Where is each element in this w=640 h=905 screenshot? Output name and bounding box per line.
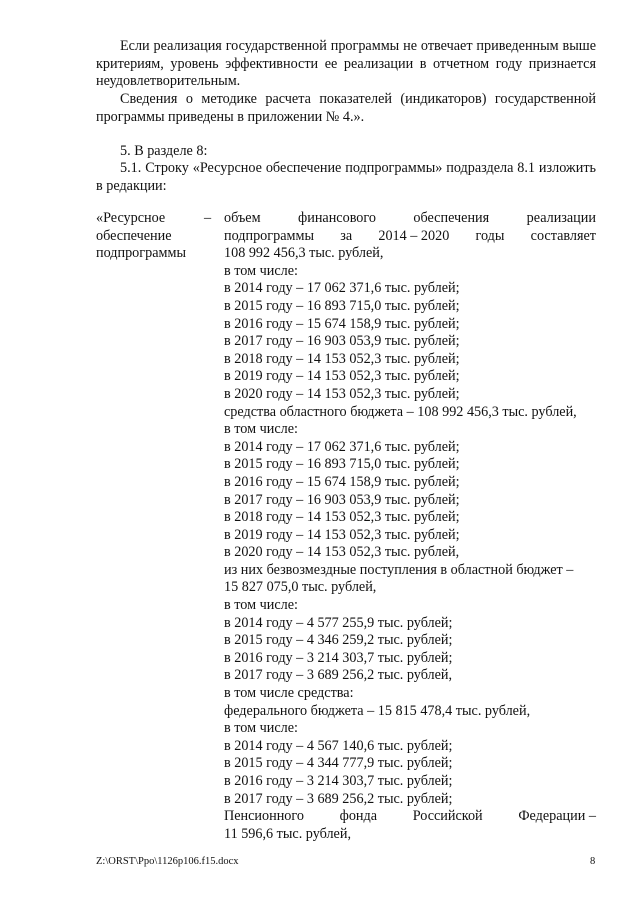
content-line: в 2014 году – 4 567 140,6 тыс. рублей; [224, 737, 453, 754]
content-line: в 2020 году – 14 153 052,3 тыс. рублей, [224, 544, 460, 561]
content-line: в том числе: [224, 597, 298, 614]
content-line: 11 596,6 тыс. рублей, [224, 825, 351, 842]
justified-line [224, 808, 596, 826]
resource-content [224, 210, 596, 843]
line-word: 2014 – 2020 [378, 227, 450, 244]
line-word: подпрограммы [224, 227, 314, 244]
content-line: в 2017 году – 16 903 053,9 тыс. рублей; [224, 491, 460, 508]
resource-label-line: обеспечение [96, 227, 172, 244]
line-word: обеспечения [413, 210, 490, 226]
line-word: фонда [339, 808, 378, 825]
content-line: в 2017 году – 16 903 053,9 тыс. рублей; [224, 333, 460, 350]
content-line: в 2014 году – 17 062 371,6 тыс. рублей; [224, 280, 460, 297]
content-line: в 2019 году – 14 153 052,3 тыс. рублей; [224, 526, 460, 543]
content-line: федерального бюджета – 15 815 478,4 тыс. рублей, [224, 702, 531, 719]
content-line: в 2015 году – 16 893 715,0 тыс. рублей; [224, 297, 460, 314]
justified-line [224, 210, 596, 228]
line-word: составляет [530, 227, 596, 244]
resource-label-line: «Ресурсное [96, 210, 166, 226]
justified-line [224, 228, 596, 246]
line-word: объем [224, 210, 261, 226]
content-line: в 2017 году – 3 689 256,2 тыс. рублей; [224, 790, 453, 807]
content-line: из них безвозмездные поступления в областной бюджет – [224, 561, 574, 578]
content-line: в 2020 году – 14 153 052,3 тыс. рублей; [224, 385, 460, 402]
content-line: в том числе: [224, 421, 298, 438]
content-line: в 2016 году – 15 674 158,9 тыс. рублей; [224, 315, 460, 332]
content-line: в 2016 году – 3 214 303,7 тыс. рублей; [224, 649, 453, 666]
label-dash: – [204, 210, 212, 226]
content-line: в 2014 году – 17 062 371,6 тыс. рублей; [224, 438, 460, 455]
resource-label [96, 210, 214, 263]
section-item: 5.1. Строку «Ресурсное обеспечение подпрограммы» подраздела 8.1 изложить в редакции: [96, 160, 596, 194]
line-word: финансового [298, 210, 376, 226]
line-word: Российской [412, 808, 483, 825]
content-line: в 2019 году – 14 153 052,3 тыс. рублей; [224, 368, 460, 385]
section-heading: 5. В разделе 8: [120, 143, 208, 159]
criteria-paragraph: Если реализация государственной программы не отвечает приведенным выше критериям, уровень эффективности ее реализации в отчетном году признается неудовлетворительным. [96, 38, 596, 90]
content-line: в 2017 году – 3 689 256,2 тыс. рублей, [224, 667, 453, 684]
content-line: 15 827 075,0 тыс. рублей, [224, 579, 377, 596]
content-line: в 2018 году – 14 153 052,3 тыс. рублей; [224, 509, 460, 526]
footer-file-path: Z:\ORST\Ppo\1126p106.f15.docx [96, 856, 239, 867]
content-line: в том числе средства: [224, 685, 354, 702]
page-number: 8 [590, 856, 596, 867]
content-line: в 2016 году – 3 214 303,7 тыс. рублей; [224, 773, 453, 789]
content-line: в 2014 году – 4 577 255,9 тыс. рублей; [224, 614, 453, 631]
content-line: в 2018 году – 14 153 052,3 тыс. рублей; [224, 350, 460, 367]
line-word: Федерации – [518, 808, 596, 825]
content-line: 108 992 456,3 тыс. рублей, [224, 245, 384, 262]
content-line: в том числе: [224, 720, 298, 737]
line-word: за [340, 227, 353, 244]
resource-label-line: подпрограммы [96, 245, 186, 262]
line-word: годы [475, 227, 505, 244]
content-line: в 2016 году – 15 674 158,9 тыс. рублей; [224, 473, 460, 490]
content-line: в 2015 году – 4 344 777,9 тыс. рублей; [224, 755, 453, 772]
content-line: в том числе: [224, 262, 298, 279]
methodology-paragraph: Сведения о методике расчета показателей (индикаторов) государственной программы приведены в приложении № 4.». [96, 91, 596, 125]
content-line: средства областного бюджета – 108 992 456,3 тыс. рублей, [224, 403, 577, 420]
line-word: Пенсионного [224, 808, 304, 825]
content-line: в 2015 году – 16 893 715,0 тыс. рублей; [224, 456, 460, 473]
line-word: реализации [526, 210, 596, 226]
content-line: в 2015 году – 4 346 259,2 тыс. рублей; [224, 632, 453, 649]
